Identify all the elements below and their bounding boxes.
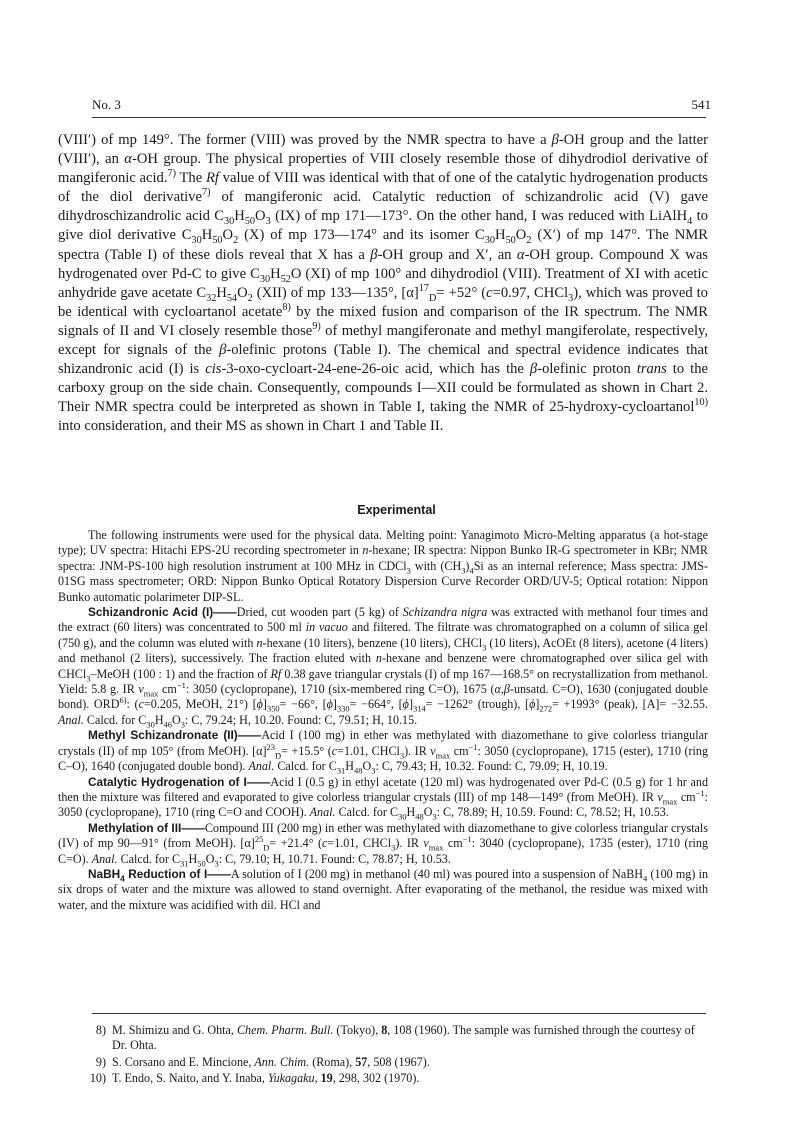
procedure-heading: Methylation of III—— — [88, 820, 205, 835]
procedure-text: Acid I (100 mg) in ether was methylated with diazomethane to give colorless triangular crystals (II) of mp 105° (from MeOH). $[\alpha]^{23}_D= +15.5^\circ$ (c=1.01, CHCl$_3$). IR $\nu_{max}$ $cm^{-1}$: 3050 (cyclopropane), 1715 (ester), 1710 (ring C–O), 1640 (conjugated double bond). Anal. Calcd. for $C_{31}H_{48}O_3$: C, 79.43; H, 10.32. Found: C, 79.09; H, 10.19. — [58, 728, 708, 776]
reference-number: 8) — [95, 1023, 106, 1037]
procedure-heading: Methyl Schizandronate (II)—— — [88, 728, 262, 743]
intro-paragraph: (VIII′) of mp 149°. The former (VIII) was proved by the NMR spectra to have a β-OH group and the latter (VIII′), an α-OH group. The physical properties of VIII closely resemble those of dihydrodiol derivative of mangiferonic acid.$^{7)}$ The Rf value of VIII was identical with that of one of the catalytic hydrogenation products of the diol derivative$^{7)}$ of mangiferonic acid. Catalytic reduction of schizandrolic acid (V) gave dihydroschizandrolic acid $C_{30}H_{50}O_3$ (IX) of mp 171—173°. On the other hand, I was reduced with LiAlH$_4$ to give diol derivative $C_{30}H_{50}O_2$ (X) of mp 173—174° and its isomer $C_{30}H_{50}O_2$ (X′) of mp 147°. The NMR spectra (Table I) of these diols reveal that X has a β-OH group and X′, an α-OH group. Compound X was hydrogenated over Pd-C to give $C_{30}H_{52}O$ (XI) of mp 100° and dihydrodiol (VIII). Treatment of XI with acetic anhydride gave acetate $C_{32}H_{54}O_2$ (XII) of mp 133—135°, $[\alpha]^{17}_D= +52^\circ$ (c=0.97, CHCl$_3$), which was proved to be identical with cycloartanol acetate$^{8)}$ by the mixed fusion and comparison of the IR spectrum. The NMR signals of II and VI closely resemble those$^{9)}$ of methyl mangiferonate and methyl mangiferolate, respectively, except for signals of the β-olefinic protons (Table I). The chemical and spectral evidence indicates that shizandronic acid (I) is cis-3-oxo-cycloart-24-ene-26-oic acid, which has the β-olefinic proton trans to the carboxy group on the side chain. Consequently, compounds I—XII could be formulated as shown in Chart 2. Their NMR spectra could be interpreted as shown in Table I, taking the NMR of 25-hydroxy-cycloartanol$^{10)}$ into consideration, and their MS as shown in Chart 1 and Table II. — [58, 132, 709, 435]
procedure-text: Acid I (0.5 g) in ethyl acetate (120 ml) was hydrogenated over Pd-C (0.5 g) for 1 hr and then the mixture was filtered and evaporated to give colorless triangular crystals (III) of mp 148—149° (from MeOH). IR $\nu_{max}$ $cm^{-1}$: 3050 (cyclopropane), 1710 (ring C=O and COOH). Anal. Calcd. for $C_{30}H_{48}O_3$: C, 78.89; H, 10.59. Found: C, 78.52; H, 10.53. — [58, 774, 709, 822]
procedure-heading: Schizandronic Acid (I)—— — [88, 605, 237, 620]
reference-text: M. Shimizu and G. Ohta, Chem. Pharm. Bull. (Tokyo), 8, 108 (1960). The sample was furnished through the courtesy of Dr. Ohta. — [112, 1023, 695, 1053]
procedure-paragraph — [58, 821, 708, 867]
page-number: 541 — [691, 97, 711, 112]
instruments-paragraph: The following instruments were used for the physical data. Melting point: Yanagimoto Micro-Melting apparatus (a hot-stage type); UV spectra: Hitachi EPS-2U recording spectrometer in n-hexane; IR spectra: Nippon Bunko IR-G spectrometer in KBr; NMR spectra: JNM-PS-100 high resolution instrument at 100 MHz in CDCl$_3$ with $(CH_3)_4Si$ as an internal reference; Mass spectra: JMS-01SG mass spectrometer; ORD: Nippon Bunko Optical Rotatory Dispersion Curve Recorder ORD/UV-5; Optical rotation: Nippon Bunko automatic polarimeter DIP-SL. — [58, 528, 709, 604]
procedure-heading: Catalytic Hydrogenation of I—— — [88, 774, 271, 789]
references-list — [84, 1023, 704, 1088]
procedure-text: Compound III (200 mg) in ether was methylated with diazomethane to give colorless triangular crystals (IV) of mp 90—91° (from MeOH). $[\alpha]^{25}_D= +21.4^\circ$ (c=1.01, CHCl$_3$). IR $\nu_{max}$ $cm^{-1}$: 3040 (cyclopropane), 1735 (ester), 1710 (ring C=O). Anal. Calcd. for $C_{31}H_{50}O_3$: C, 79.10; H, 10.71. Found: C, 78.87; H, 10.53. — [58, 820, 708, 868]
procedure-paragraph — [58, 775, 708, 821]
procedure-text: A solution of I (200 mg) in methanol (40 ml) was poured into a suspension of NaBH$_4$ (100 mg) in six drops of water and the mixture was allowed to stand overnight. After evaporating of the methanol, the residue was mixed with water, and the mixture was acidified with dil. HCl and — [58, 866, 708, 912]
procedure-text: Dried, cut wooden part (5 kg) of Schizandra nigra was extracted with methanol four times and the extract (60 liters) was concentrated to 500 ml in vacuo and filtered. The filtrate was chromatographed on a column of silica gel (750 g), and the column was eluted with n-hexane (10 liters), benzene (10 liters), CHCl$_3$ (10 liters), AcOEt (8 liters), acetone (4 liters) and methanol (2 liters), successively. The fraction eluted with n-hexane and benzene were chromatographed over silica gel with CHCl$_3$–MeOH (100 : 1) and the fraction of Rf 0.38 gave triangular crystals (I) of mp 167—168.5° on recrystallization from methanol. Yield: 5.8 g. IR $\nu_{max}$ $cm^{-1}$: 3050 (cyclopropane), 1710 (six-membered ring C=O), 1675 (α,β-unsatd. C=O), 1630 (conjugated double bond). ORD$^{6)}$: (c=0.205, MeOH, 21°) $[\phi]_{350}= -66^\circ$, $[\phi]_{330}= -664^\circ$, $[\phi]_{314}= -1262^\circ$ (trough), $[\phi]_{272}= +1993^\circ$ (peak), [A]= −32.55. Anal. Calcd. for $C_{30}H_{46}O_3$: C, 79.24; H, 10.20. Found: C, 79.51; H, 10.15. — [58, 605, 709, 730]
footnote-rule — [92, 1013, 706, 1014]
header-rule — [92, 117, 706, 118]
procedure-paragraph — [58, 605, 708, 728]
procedure-heading: NaBH$_4$ Reduction of I—— — [88, 866, 231, 884]
reference-item — [84, 1071, 704, 1086]
reference-item — [84, 1055, 704, 1070]
reference-number: 10) — [89, 1071, 106, 1086]
experimental-heading: Experimental — [357, 503, 436, 517]
issue-number: No. 3 — [92, 97, 121, 112]
experimental-section — [58, 528, 708, 913]
procedure-paragraph — [58, 728, 708, 774]
reference-item — [84, 1023, 704, 1054]
reference-number: 9) — [95, 1054, 106, 1069]
procedure-paragraph — [58, 867, 708, 913]
reference-text: S. Corsano and E. Mincione, Ann. Chim. (Roma), 57, 508 (1967). — [112, 1054, 430, 1069]
reference-text: T. Endo, S. Naito, and Y. Inaba, Yukagaku, 19, 298, 302 (1970). — [112, 1071, 420, 1086]
